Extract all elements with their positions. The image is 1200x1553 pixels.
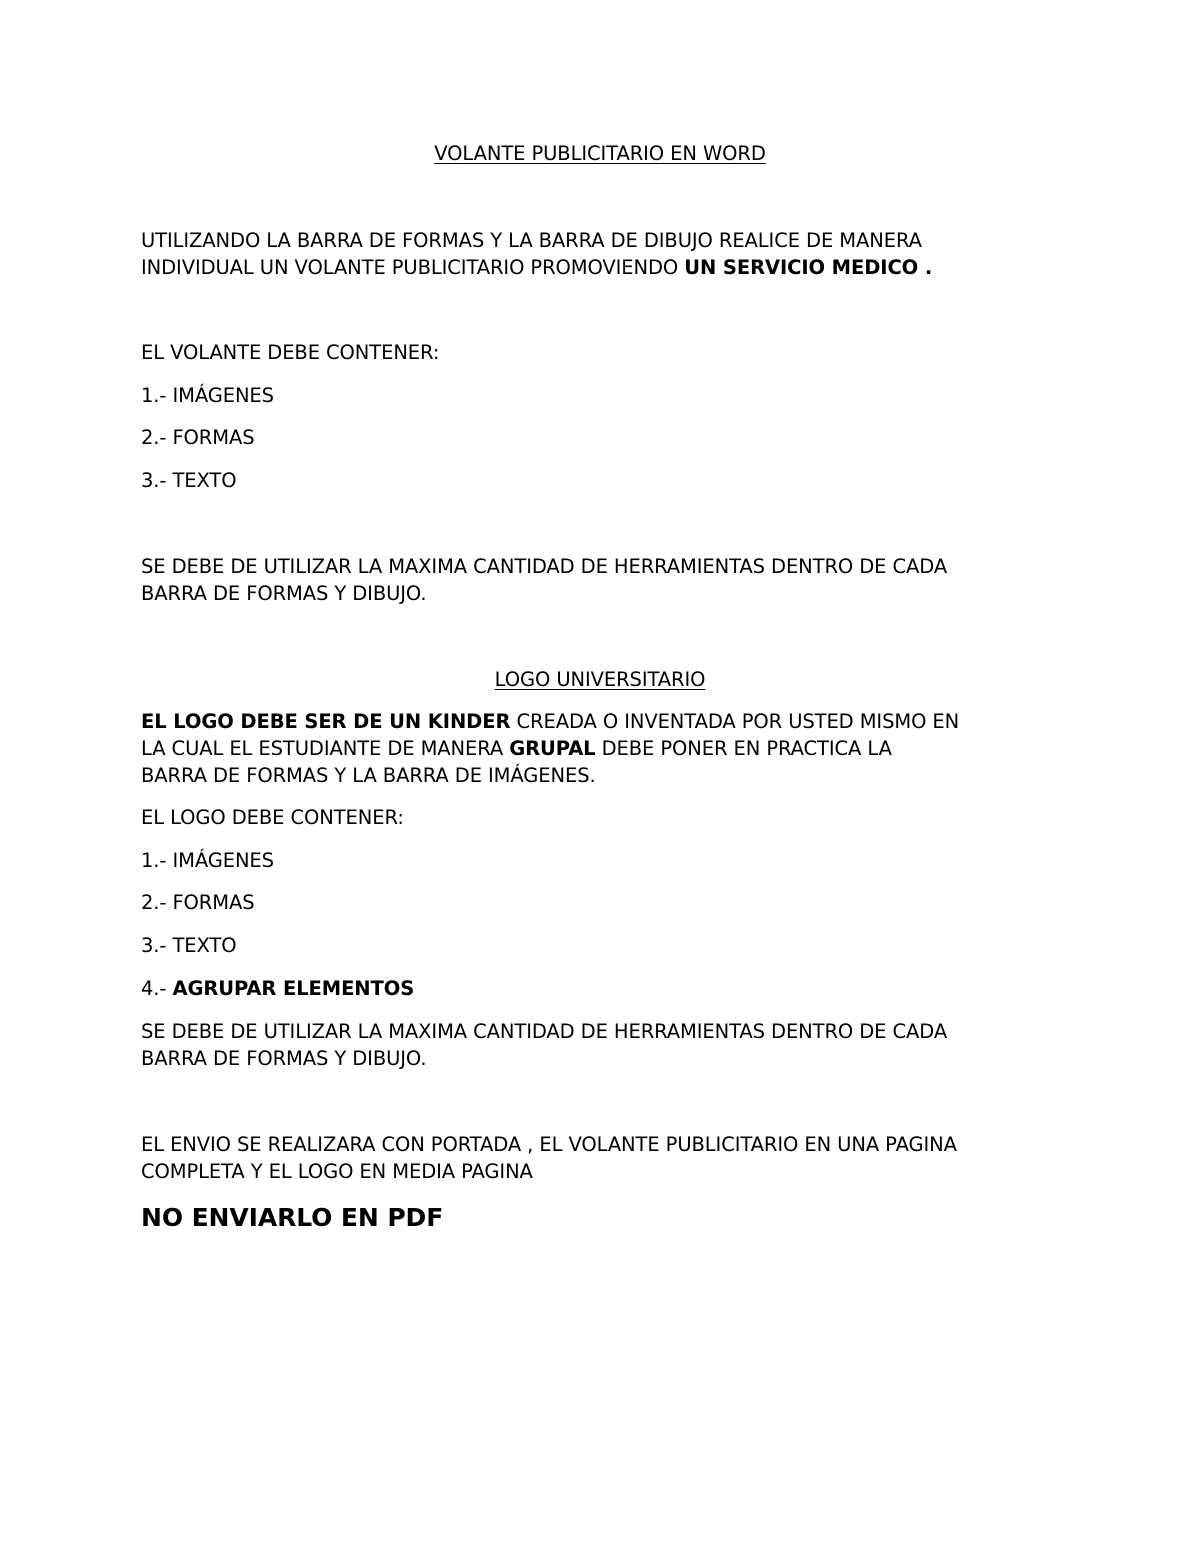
title-logo: LOGO UNIVERSITARIO [494, 668, 706, 691]
intro-line-1: UTILIZANDO LA BARRA DE FORMAS Y LA BARRA DE DIBUJO REALICE DE MANERA [141, 229, 922, 252]
logo-note-line-2: BARRA DE FORMAS Y DIBUJO. [141, 1047, 427, 1070]
volante-item-2: 2.- FORMAS [141, 426, 255, 449]
intro-line-2 [141, 254, 932, 281]
logo-heading: EL LOGO DEBE CONTENER: [141, 806, 404, 829]
intro-highlight: UN SERVICIO MEDICO . [684, 256, 933, 279]
envio-line-2: COMPLETA Y EL LOGO EN MEDIA PAGINA [141, 1160, 533, 1183]
volante-item-3: 3.- TEXTO [141, 469, 237, 492]
logo-item-4 [141, 975, 414, 1002]
logo-item-3: 3.- TEXTO [141, 934, 237, 957]
logo-desc-line-3: BARRA DE FORMAS Y LA BARRA DE IMÁGENES. [141, 764, 596, 787]
logo-desc-text: CREADA O INVENTADA POR USTED MISMO EN [510, 710, 960, 733]
volante-item-1: 1.- IMÁGENES [141, 384, 274, 407]
volante-note-line-2: BARRA DE FORMAS Y DIBUJO. [141, 582, 427, 605]
volante-note-line-1: SE DEBE DE UTILIZAR LA MAXIMA CANTIDAD DE HERRAMIENTAS DENTRO DE CADA [141, 555, 948, 578]
logo-desc-text-a: LA CUAL EL ESTUDIANTE DE MANERA [141, 737, 510, 760]
logo-item-4-prefix: 4.- [141, 977, 173, 1000]
envio-line-1: EL ENVIO SE REALIZARA CON PORTADA , EL VOLANTE PUBLICITARIO EN UNA PAGINA [141, 1133, 957, 1156]
logo-item-2: 2.- FORMAS [141, 891, 255, 914]
logo-desc-bold: EL LOGO DEBE SER DE UN KINDER [141, 710, 511, 733]
logo-desc-line-2 [141, 735, 892, 762]
logo-desc-line-1 [141, 708, 959, 735]
volante-heading: EL VOLANTE DEBE CONTENER: [141, 341, 440, 364]
title-volante: VOLANTE PUBLICITARIO EN WORD [434, 142, 766, 165]
logo-note-line-1: SE DEBE DE UTILIZAR LA MAXIMA CANTIDAD DE HERRAMIENTAS DENTRO DE CADA [141, 1020, 948, 1043]
intro-line-2-text: INDIVIDUAL UN VOLANTE PUBLICITARIO PROMOVIENDO [141, 256, 685, 279]
logo-desc-text-b: DEBE PONER EN PRACTICA LA [595, 737, 892, 760]
logo-item-4-bold: AGRUPAR ELEMENTOS [172, 977, 415, 1000]
warning-no-pdf: NO ENVIARLO EN PDF [141, 1203, 444, 1232]
logo-desc-grupal: GRUPAL [509, 737, 596, 760]
logo-item-1: 1.- IMÁGENES [141, 849, 274, 872]
